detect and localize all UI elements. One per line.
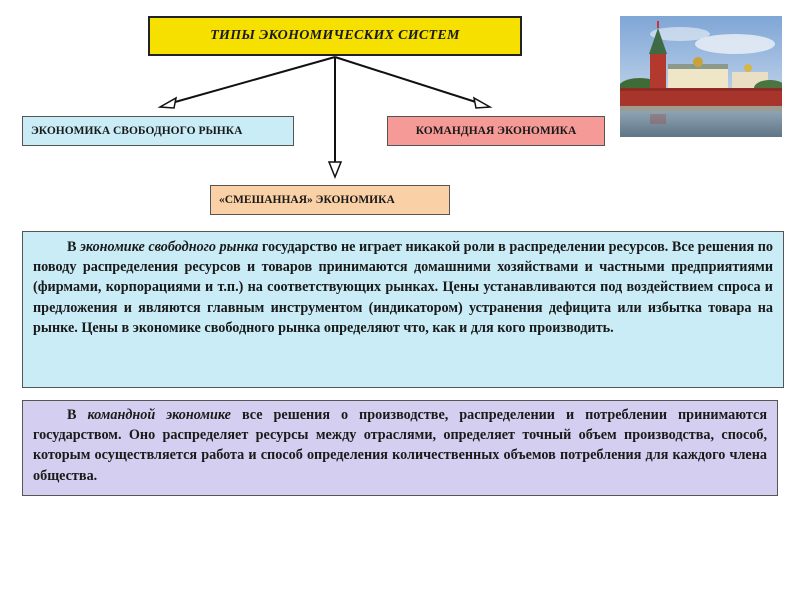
kremlin-photo xyxy=(620,16,782,137)
node-command-economy: КОМАНДНАЯ ЭКОНОМИКА xyxy=(387,116,605,146)
free-market-body: государство не играет никакой роли в распределении ресурсов. Все решения по поводу распределения ресурсов и товаров принимаются домашними хозяйствами и частными предприятиями (фирмами, корпорациями и т.п.) на соответствующих рынках. Цены устанавливаются под воздействием спроса и предложения и являются главным инструментом (индикатором) устранения дефицита или избытка товара на рынке. Цены в экономике свободного рынка определяют что, как и для кого производить. xyxy=(33,239,773,336)
command-term: командной экономике xyxy=(87,407,231,423)
free-market-term: экономике свободного рынка xyxy=(80,239,259,255)
arrowhead-free-market xyxy=(160,98,176,108)
node-free-market: ЭКОНОМИКА СВОБОДНОГО РЫНКА xyxy=(22,116,294,146)
free-market-description xyxy=(22,231,784,388)
arrowhead-command xyxy=(474,98,490,108)
free-market-lead: В xyxy=(67,239,77,255)
command-body: все решения о производстве, распределении и потреблении принимаются государством. Оно распределяет ресурсы между отраслями, определяет точный объем производства, способ, которым осуществляется работа и способ определения количественных объемов потребления для каждого члена общества. xyxy=(33,407,768,484)
arrow-to-command xyxy=(335,57,482,104)
arrow-to-free-market xyxy=(168,57,335,104)
node-mixed-economy: «СМЕШАННАЯ» ЭКОНОМИКА xyxy=(210,185,450,215)
diagram-title: ТИПЫ ЭКОНОМИЧЕСКИХ СИСТЕМ xyxy=(148,16,522,56)
command-lead: В xyxy=(67,407,77,423)
command-economy-description xyxy=(22,400,778,496)
arrowhead-mixed xyxy=(329,162,341,177)
